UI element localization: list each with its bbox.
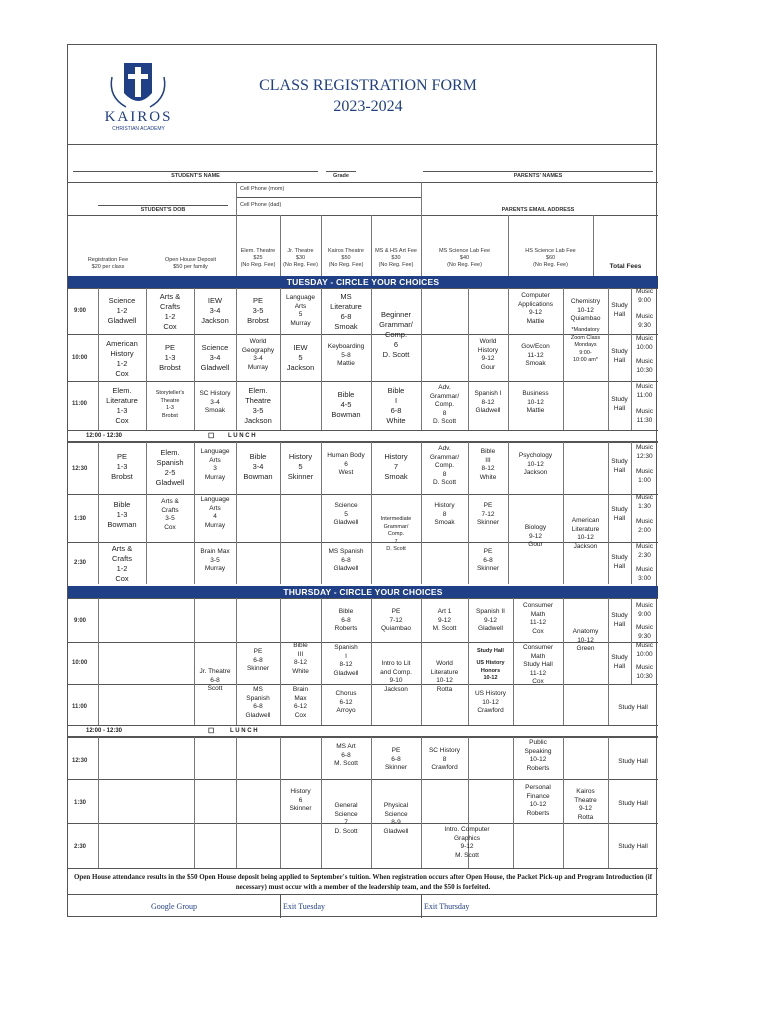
class-ms-art[interactable]: MS Art 6-8 M. Scott xyxy=(334,743,358,767)
class-us-history[interactable]: US History 10-12 Crawford xyxy=(474,690,507,714)
class-bible-3-4[interactable]: Bible 3-4 Bowman xyxy=(243,452,273,481)
class-gov-econ[interactable]: Gov/Econ 11-12 Smoak xyxy=(521,343,550,367)
thursday-grid xyxy=(68,598,658,868)
tuesday-grid xyxy=(68,288,658,626)
class-science-5[interactable]: Science 5 Gladwell xyxy=(333,502,359,526)
thu-lunch-label: L U N C H xyxy=(230,728,258,734)
open-house-label: Open House Deposit $50 per family xyxy=(164,257,217,270)
class-study-hall-130[interactable]: Study Hall xyxy=(611,506,628,522)
jr-theatre-fee: Jr. Theatre $30 (No Reg. Fee) xyxy=(283,248,318,268)
thu-music-10-00[interactable]: Music 10:00 xyxy=(636,642,653,658)
class-music-9-30[interactable]: Music 9:30 xyxy=(636,313,653,329)
class-american-history[interactable]: American History 1-2 Cox xyxy=(106,339,138,378)
class-anatomy[interactable]: Anatomy 10-12 Green xyxy=(572,628,599,652)
class-public-speaking[interactable]: Public Speaking 10-12 Roberts xyxy=(524,739,552,772)
thu-time-230: 2:30 xyxy=(74,844,87,850)
class-music-11-30[interactable]: Music 11:30 xyxy=(636,408,653,424)
class-intro-to-lit[interactable]: Intro to Lit and Comp. 9-10 Jackson xyxy=(380,660,412,693)
class-music-3-00[interactable]: Music 3:00 xyxy=(636,566,653,582)
thu-lunch-box-icon[interactable]: ☐ xyxy=(208,728,215,735)
class-history-7[interactable]: History 7 Smoak xyxy=(384,452,408,481)
google-group-link[interactable]: Google Group xyxy=(68,894,280,918)
form-title xyxy=(213,75,523,117)
title-line-1: CLASS REGISTRATION FORM xyxy=(259,77,477,94)
thu-time-9: 9:00 xyxy=(74,618,87,624)
class-music-10-30[interactable]: Music 10:30 xyxy=(636,358,653,374)
class-music-12-30[interactable]: Music 12:30 xyxy=(636,444,653,460)
class-bible-6-8[interactable]: Bible 6-8 Roberts xyxy=(334,608,358,632)
class-elem-literature[interactable]: Elem. Literature 1-3 Cox xyxy=(106,386,138,425)
thu-time-10: 10:00 xyxy=(72,660,88,666)
class-world-history[interactable]: World History 9-12 Gour xyxy=(477,338,499,371)
class-pe-7-12[interactable]: PE 7-12 Skinner xyxy=(476,502,500,526)
class-language-arts-4[interactable]: Language Arts 4 Murray xyxy=(200,496,230,529)
thu-music-10-30[interactable]: Music 10:30 xyxy=(636,664,653,680)
class-ms-spanish-thu[interactable]: MS Spanish 6-8 Gladwell xyxy=(245,686,271,719)
class-music-1-30[interactable]: Music 1:30 xyxy=(636,494,653,510)
class-study-hall-230[interactable]: Study Hall xyxy=(611,554,628,570)
class-music-11-00[interactable]: Music 11:00 xyxy=(636,383,653,399)
class-sc-history-3-4[interactable]: SC History 3-4 Smoak xyxy=(199,390,231,414)
class-chorus[interactable]: Chorus 6-12 Arroyo xyxy=(335,690,357,714)
class-pe-6-8[interactable]: PE 6-8 Skinner xyxy=(476,548,500,572)
thu-study-hall-1230[interactable]: Study Hall xyxy=(618,758,648,765)
tue-time-11: 11:00 xyxy=(72,401,88,407)
class-science-3-4[interactable]: Science 3-4 Gladwell xyxy=(200,343,230,372)
logo-subtitle: CHRISTIAN ACADEMY xyxy=(112,126,165,132)
fees-row xyxy=(68,215,658,277)
class-language-arts-5[interactable]: Language Arts 5 Murray xyxy=(286,294,315,327)
class-consumer-math[interactable]: Consumer Math 11-12 Cox xyxy=(523,602,553,635)
class-personal-finance[interactable]: Personal Finance 10-12 Roberts xyxy=(525,784,551,817)
form-header xyxy=(68,45,658,145)
exit-thursday-link[interactable]: Exit Thursday xyxy=(421,894,658,918)
thursday-header: THURSDAY - CIRCLE YOUR CHOICES xyxy=(68,586,658,598)
class-bible-1-3[interactable]: Bible 1-3 Bowman xyxy=(107,500,137,529)
us-history-study-hall[interactable]: Study Hall xyxy=(477,648,504,654)
class-study-hall-11[interactable]: Study Hall xyxy=(611,396,628,412)
class-arts-crafts-1-2[interactable]: Arts & Crafts 1-2 Cox xyxy=(159,292,181,331)
class-iew-5[interactable]: IEW 5 Jackson xyxy=(286,343,315,372)
tue-time-10: 10:00 xyxy=(72,355,88,361)
class-us-history-honors[interactable]: US History Honors 10-12 xyxy=(476,660,505,681)
class-arts-crafts-3-5[interactable]: Arts & Crafts 3-5 Cox xyxy=(161,498,179,531)
class-intermediate-grammar[interactable]: Intermediate Grammar/ Comp. 7 D. Scott xyxy=(380,516,412,552)
class-business[interactable]: Business 10-12 Mattie xyxy=(522,390,549,414)
class-elem-theatre[interactable]: Elem. Theatre 3-5 Jackson xyxy=(244,386,272,425)
logo-wordmark: KAIROS xyxy=(104,109,173,125)
class-bible-i[interactable]: Bible I 6-8 White xyxy=(386,386,406,425)
class-science-1-2[interactable]: Science 1-2 Gladwell xyxy=(107,296,137,325)
tuesday-header: TUESDAY - CIRCLE YOUR CHOICES xyxy=(68,276,658,288)
class-bible-iii-thu[interactable]: Bible III 8-12 White xyxy=(292,642,309,675)
class-spanish-i-thu[interactable]: Spanish I 8-12 Gladwell xyxy=(333,644,359,677)
tue-lunch-time: 12:00 - 12:30 xyxy=(86,433,123,439)
class-chemistry[interactable]: Chemistry 10-12 Quiambao xyxy=(570,298,601,322)
class-music-1-00[interactable]: Music 1:00 xyxy=(636,468,653,484)
grade-label: Grade xyxy=(333,173,349,179)
class-art-1[interactable]: Art 1 9-12 M. Scott xyxy=(432,608,457,632)
class-american-literature[interactable]: American Literature 10-12 Jackson xyxy=(571,517,600,550)
class-keyboarding[interactable]: Keyboarding 5-8 Mattie xyxy=(327,343,365,367)
class-pe-7-12-thu[interactable]: PE 7-12 Quiambao xyxy=(381,608,411,632)
class-pe-6-8-thu[interactable]: PE 6-8 Skinner xyxy=(246,648,270,672)
thu-study-hall-130[interactable]: Study Hall xyxy=(618,800,648,807)
thu-lunch-row xyxy=(68,725,658,737)
hs-lab-fee: HS Science Lab Fee $60 (No Reg. Fee) xyxy=(525,248,576,268)
thu-music-9-00[interactable]: Music 9:00 xyxy=(636,602,653,618)
class-adv-grammar-8[interactable]: Adv. Grammar/ Comp. 8 D. Scott xyxy=(429,384,460,425)
total-fees-label: Total Fees xyxy=(609,263,642,270)
class-history-6[interactable]: History 6 Skinner xyxy=(289,788,312,812)
class-ms-literature[interactable]: MS Literature 6-8 Smoak xyxy=(330,292,362,331)
class-computer-applications[interactable]: Computer Applications 9-12 Mattie xyxy=(517,292,554,325)
tue-time-9: 9:00 xyxy=(74,308,87,314)
class-spanish-i[interactable]: Spanish I 8-12 Gladwell xyxy=(474,390,502,414)
thu-time-1230: 12:30 xyxy=(72,758,88,764)
class-physical-science[interactable]: Physical Science 8-9 Gladwell xyxy=(383,802,409,835)
class-music-2-30[interactable]: Music 2:30 xyxy=(636,543,653,559)
tue-lunch-box-icon[interactable]: ☐ xyxy=(208,433,215,440)
thu-time-11: 11:00 xyxy=(72,704,88,710)
parents-email-label: PARENTS EMAIL ADDRESS xyxy=(501,207,575,213)
tue-lunch-row xyxy=(68,430,658,442)
class-history-8[interactable]: History 8 Smoak xyxy=(434,502,455,526)
class-human-body[interactable]: Human Body 6 West xyxy=(327,452,365,476)
class-pe-1-3[interactable]: PE 1-3 Brobst xyxy=(159,343,181,372)
thu-study-hall-230[interactable]: Study Hall xyxy=(618,843,648,850)
thu-study-hall-9[interactable]: Study Hall xyxy=(611,612,628,628)
art-fee: MS & HS Art Fee $30 (No Reg. Fee) xyxy=(375,248,417,268)
class-music-2-00[interactable]: Music 2:00 xyxy=(636,518,653,534)
class-study-hall-1230[interactable]: Study Hall xyxy=(611,458,628,474)
registration-form xyxy=(67,44,657,917)
tue-time-1230: 12:30 xyxy=(72,466,88,472)
class-intro-computer-graphics[interactable]: Intro. Computer Graphics 9-12 M. Scott xyxy=(444,826,490,859)
class-brain-max[interactable]: Brain Max 3-5 Murray xyxy=(200,548,230,572)
class-spanish-ii[interactable]: Spanish II 9-12 Gladwell xyxy=(476,608,505,632)
class-pe-6-8-pm[interactable]: PE 6-8 Skinner xyxy=(384,747,408,771)
class-language-arts-3[interactable]: Language Arts 3 Murray xyxy=(200,448,230,481)
parents-names-label: PARENTS' NAMES xyxy=(513,173,563,179)
cell-mom-label: Cell Phone (mom) xyxy=(240,186,285,192)
thu-time-130: 1:30 xyxy=(74,800,87,806)
class-world-geography[interactable]: World Geography 3-4 Murray xyxy=(241,338,275,371)
student-dob-label: STUDENT'S DOB xyxy=(140,207,186,213)
class-elem-spanish[interactable]: Elem. Spanish 2-5 Gladwell xyxy=(155,448,185,487)
class-arts-crafts-1-2-pm[interactable]: Arts & Crafts 1-2 Cox xyxy=(111,544,133,583)
class-general-science[interactable]: General Science 7 D. Scott xyxy=(334,802,358,835)
class-bible-iii[interactable]: Bible III 8-12 White xyxy=(479,448,497,481)
exit-tuesday-link[interactable]: Exit Tuesday xyxy=(280,894,421,918)
class-psychology[interactable]: Psychology 10-12 Jackson xyxy=(518,452,553,476)
elem-theatre-fee: Elem. Theatre $25 (No Reg. Fee) xyxy=(240,248,276,268)
class-sc-history-8[interactable]: SC History 8 Crawford xyxy=(428,747,461,771)
class-study-hall-9[interactable]: Study Hall xyxy=(611,302,628,318)
cell-dad-label: Cell Phone (dad) xyxy=(240,202,282,208)
class-pe-3-5[interactable]: PE 3-5 Brobst xyxy=(247,296,269,325)
class-iew-3-4[interactable]: IEW 3-4 Jackson xyxy=(201,296,229,325)
reg-fee-label: Registration Fee $20 per class xyxy=(87,257,129,270)
class-kairos-theatre[interactable]: Kairos Theatre 9-12 Rotta xyxy=(574,788,597,821)
tue-time-130: 1:30 xyxy=(74,516,87,522)
class-storytellers-theatre[interactable]: Storyteller's Theatre 1-3 Brobst xyxy=(155,390,185,419)
kairos-logo xyxy=(96,57,181,135)
class-history-5[interactable]: History 5 Skinner xyxy=(287,452,314,481)
class-music-10-00[interactable]: Music 10:00 xyxy=(636,335,653,351)
thu-lunch-time: 12:00 - 12:30 xyxy=(86,728,123,734)
class-ms-spanish[interactable]: MS Spanish 6-8 Gladwell xyxy=(328,548,364,572)
class-biology[interactable]: Biology 9-12 Gour xyxy=(524,524,547,548)
thu-music-9-30[interactable]: Music 9:30 xyxy=(636,624,653,640)
tue-lunch-label: L U N C H xyxy=(228,433,256,439)
class-brain-max-thu[interactable]: Brain Max 6-12 Cox xyxy=(292,686,309,719)
title-line-2: 2023-2024 xyxy=(333,98,403,115)
class-beginner-grammar[interactable]: Beginner Grammar/ Comp. 6 D. Scott xyxy=(379,310,413,359)
class-world-literature[interactable]: World Literature 10-12 Rotta xyxy=(430,660,459,693)
class-pe-1-3-pm[interactable]: PE 1-3 Brobst xyxy=(111,452,133,481)
thu-study-hall-11[interactable]: Study Hall xyxy=(618,704,648,711)
class-bible-4-5[interactable]: Bible 4-5 Bowman xyxy=(331,390,361,419)
class-adv-grammar-8-pm[interactable]: Adv. Grammar/ Comp. 8 D. Scott xyxy=(429,445,460,486)
class-music-9-00[interactable]: Music 9:00 xyxy=(636,288,653,304)
class-jr-theatre[interactable]: Jr. Theatre 6-8 Scott xyxy=(199,668,231,692)
thu-study-hall-10[interactable]: Study Hall xyxy=(611,654,628,670)
kairos-theatre-fee: Kairos Theatre $50 (No Reg. Fee) xyxy=(328,248,364,268)
class-study-hall-10[interactable]: Study Hall xyxy=(611,348,628,364)
ms-lab-fee: MS Science Lab Fee $40 (No Reg. Fee) xyxy=(438,248,491,268)
student-name-label: STUDENT'S NAME xyxy=(171,173,220,179)
class-consumer-math-study[interactable]: Consumer Math Study Hall 11-12 Cox xyxy=(523,644,553,685)
tue-time-230: 2:30 xyxy=(74,560,87,566)
chemistry-zoom-note: *Mandatory Zoom Class Mondays 9:00- 10:00 am* xyxy=(570,327,601,363)
open-house-note: Open House attendance results in the $50 Open House deposit being applied to September's tuition. When registration occurs after Open House, the Packet Pick-up and Program Introduction (if necessary) must occur with a member of the leadership team, and the $50 is forfeited. xyxy=(68,868,658,894)
